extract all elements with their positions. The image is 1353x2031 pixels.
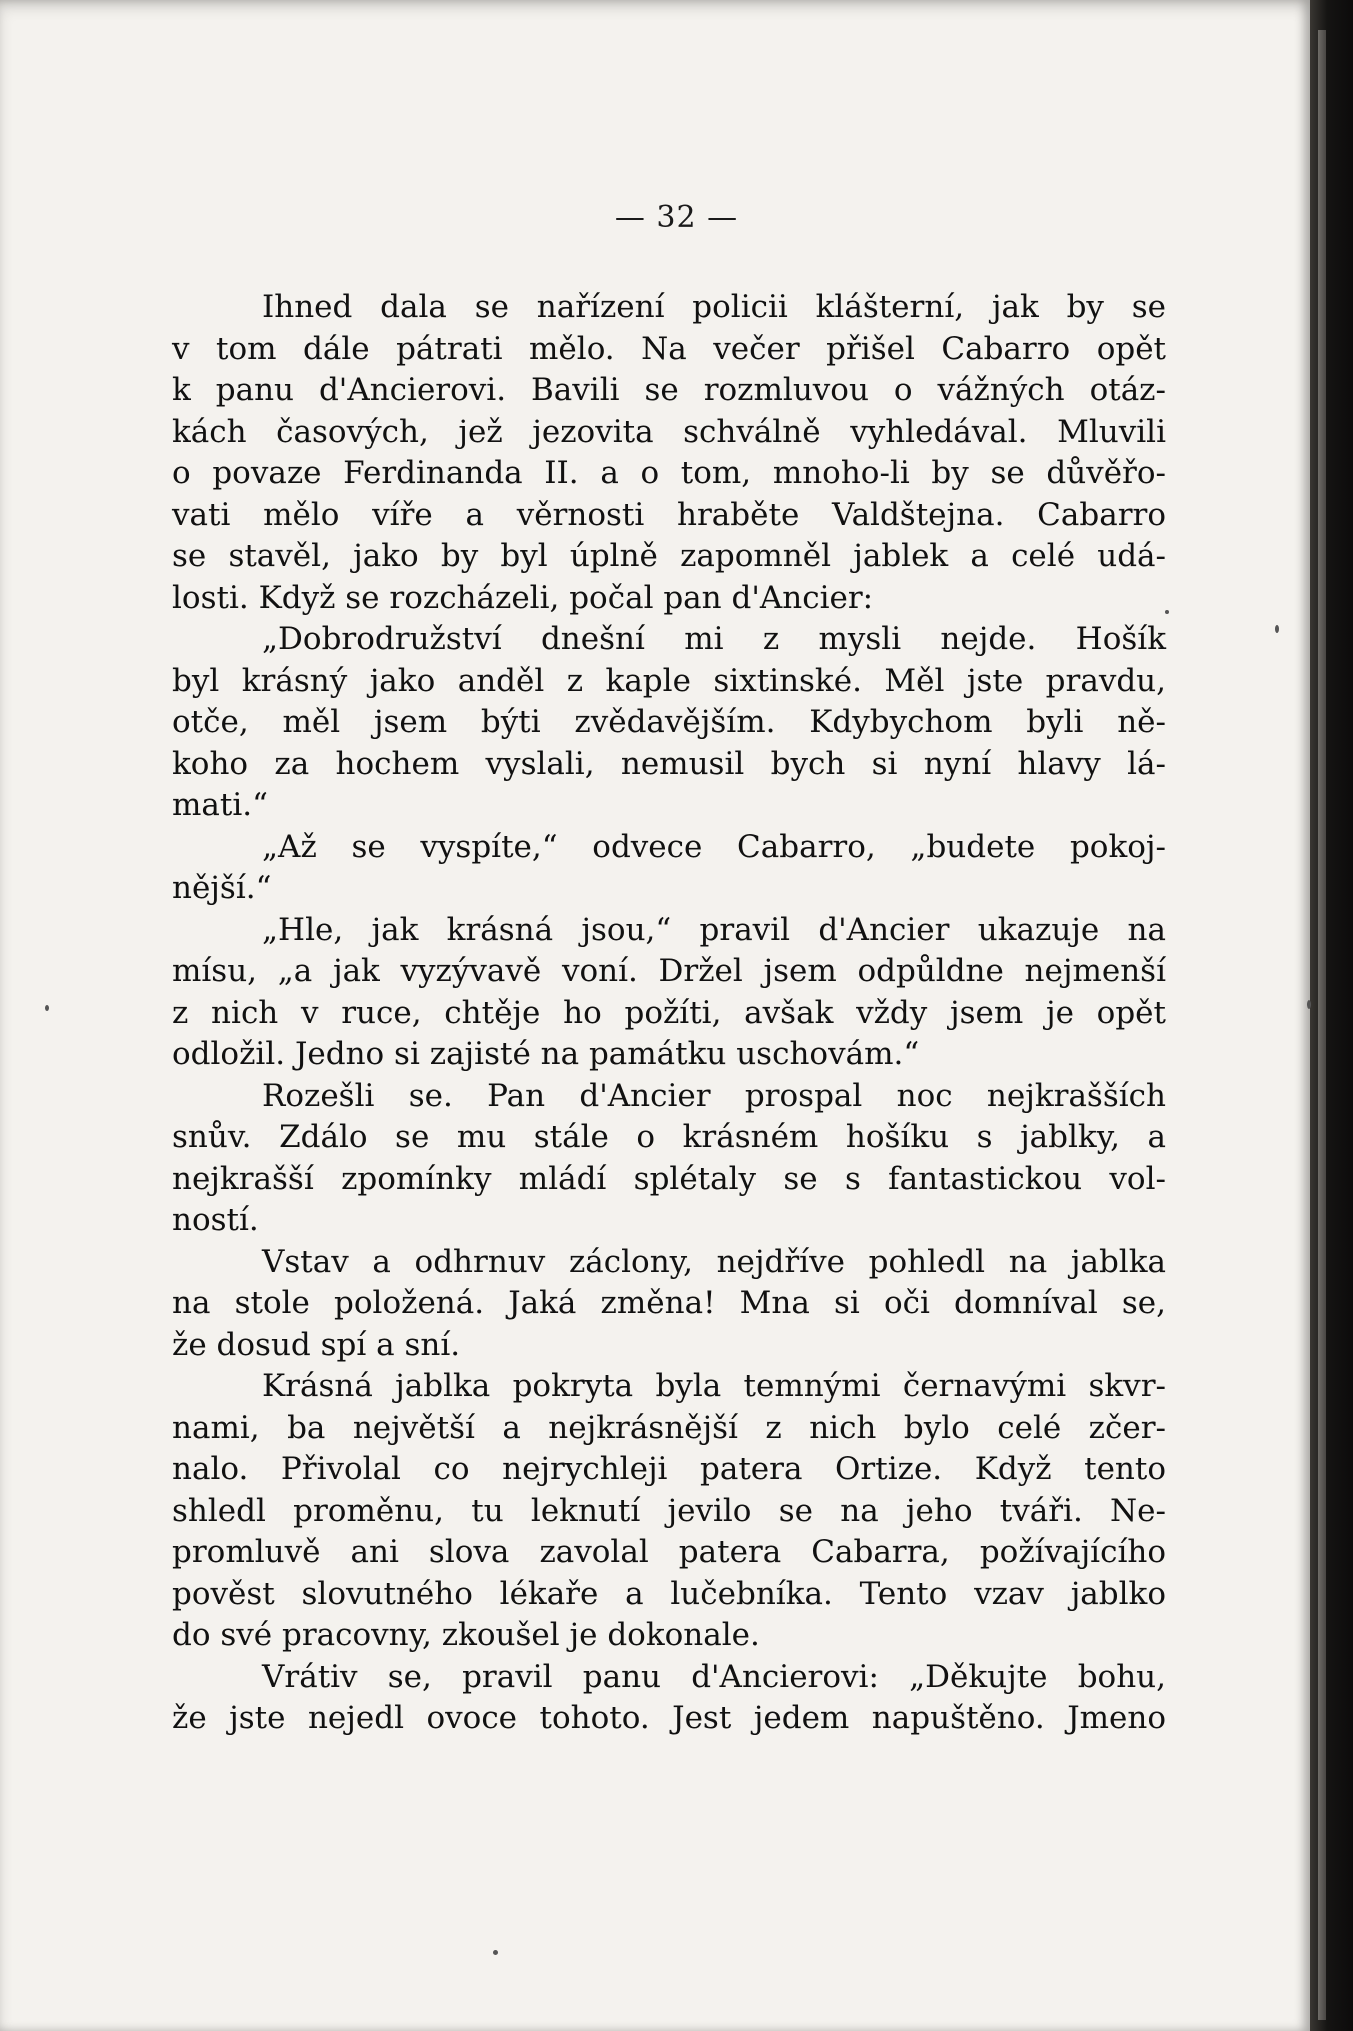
text-line: k panu d'Ancierovi. Bavili se rozmluvou o vážných otáz- <box>172 372 1166 408</box>
text-line: otče, měl jsem býti zvědavějším. Kdybychom byli ně- <box>172 704 1166 740</box>
text-line: „Až se vyspíte,“ odvece Cabarro, „budete pokoj- <box>262 828 1166 865</box>
page-edge-shadow <box>1310 0 1353 2031</box>
text-line: losti. Když se rozcházeli, počal pan d'Ancier: <box>172 579 874 616</box>
text-line: z nich v ruce, chtěje ho požíti, avšak vždy jsem je opět <box>172 994 1166 1031</box>
text-line: „Dobrodružství dnešní mi z mysli nejde. Hošík <box>262 621 1166 657</box>
binding-strip <box>1318 30 1326 2020</box>
text-line: Krásná jablka pokryta byla temnými černavými skvr- <box>262 1368 1166 1404</box>
text-line: vati mělo víře a věrnosti hraběte Valdštejna. Cabarro <box>172 496 1166 533</box>
text-line: ností. <box>172 1202 259 1238</box>
text-line: nější.“ <box>172 870 272 906</box>
text-line: že dosud spí a sní. <box>172 1326 461 1363</box>
print-speck <box>45 1005 49 1011</box>
text-line: snův. Zdálo se mu stále o krásném hošíku s jablky, a <box>172 1119 1166 1155</box>
text-line: kách časových, jež jezovita schválně vyhledával. Mluvili <box>172 413 1166 450</box>
print-speck <box>1165 610 1169 614</box>
text-line: Rozešli se. Pan d'Ancier prospal noc nejkrašších <box>262 1077 1166 1114</box>
body-text <box>172 287 1166 1740</box>
text-line: se stavěl, jako by byl úplně zapomněl jablek a celé udá- <box>172 538 1166 574</box>
text-line: nejkrašší zpomínky mládí splétaly se s fantastickou vol- <box>172 1160 1166 1197</box>
text-line: nami, ba největší a nejkrásnější z nich bylo celé zčer- <box>172 1409 1166 1446</box>
text-line: koho za hochem vyslali, nemusil bych si nyní hlavy lá- <box>172 745 1166 782</box>
print-speck <box>1275 625 1279 633</box>
text-line: shledl proměnu, tu leknutí jevilo se na jeho tváři. Ne- <box>172 1492 1166 1529</box>
text-line: do své pracovny, zkoušel je dokonale. <box>172 1617 760 1653</box>
text-line: nalo. Přivolal co nejrychleji patera Ortize. Když tento <box>172 1451 1166 1487</box>
text-line: na stole položená. Jaká změna! Mna si oči domníval se, <box>172 1285 1166 1321</box>
text-line: promluvě ani slova zavolal patera Cabarra, požívajícího <box>172 1534 1166 1570</box>
print-speck <box>1307 1000 1311 1009</box>
text-line: mati.“ <box>172 787 268 823</box>
text-line: Vrátiv se, pravil panu d'Ancierovi: „Děkujte bohu, <box>262 1658 1166 1695</box>
text-line: „Hle, jak krásná jsou,“ pravil d'Ancier ukazuje na <box>262 911 1166 948</box>
text-line: o povaze Ferdinanda II. a o tom, mnoho-li by se důvěřo- <box>172 455 1166 491</box>
text-line: pověst slovutného lékaře a lučebníka. Tento vzav jablko <box>172 1575 1166 1612</box>
text-line: že jste nejedl ovoce tohoto. Jest jedem napuštěno. Jmeno <box>172 1700 1166 1736</box>
text-line: Ihned dala se nařízení policii klášterní, jak by se <box>262 289 1166 325</box>
text-line: mísu, „a jak vyzývavě voní. Držel jsem odpůldne nejmenší <box>172 953 1166 989</box>
text-line: byl krásný jako anděl z kaple sixtinské. Měl jste pravdu, <box>172 662 1166 699</box>
print-speck <box>493 1950 498 1955</box>
text-line: Vstav a odhrnuv záclony, nejdříve pohledl na jablka <box>262 1243 1166 1280</box>
text-line: odložil. Jedno si zajisté na památku uschovám.“ <box>172 1036 920 1072</box>
text-line: v tom dále pátrati mělo. Na večer přišel Cabarro opět <box>172 330 1166 367</box>
page-number: — 32 — <box>614 200 739 235</box>
